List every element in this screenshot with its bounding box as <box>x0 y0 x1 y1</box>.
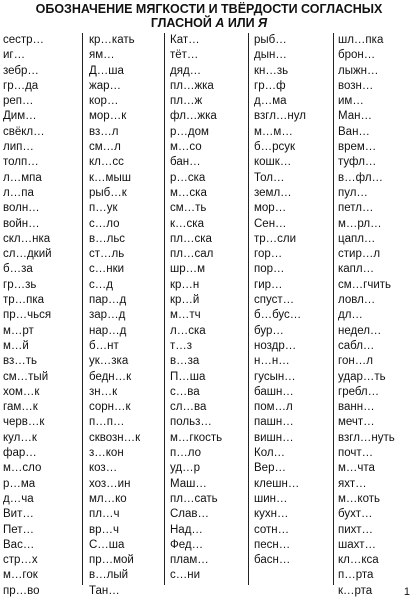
word-item: вз…ть <box>3 355 38 368</box>
word-item: кошк… <box>254 156 292 169</box>
word-item: шл…пка <box>338 34 384 46</box>
word-item: с…д <box>89 278 113 291</box>
word-item: Маш… <box>170 477 207 490</box>
word-item: к…мыш <box>89 171 131 184</box>
word-item: черв…к <box>3 416 45 429</box>
word-column-1 <box>0 33 83 597</box>
word-item: басн… <box>254 554 291 567</box>
word-item: бухт… <box>338 508 373 521</box>
word-item: пл…ска <box>170 232 212 245</box>
word-item: кухн… <box>254 508 289 521</box>
word-item: Над… <box>170 523 203 536</box>
word-item: см…ть <box>170 202 207 215</box>
word-item: л…па <box>3 186 34 199</box>
page-title <box>0 2 418 30</box>
word-item: Ман… <box>338 110 372 123</box>
word-item: яхт… <box>338 477 367 490</box>
word-item: б…бус… <box>254 309 302 322</box>
word-item: м…коть <box>338 492 380 505</box>
word-column-5 <box>334 33 418 597</box>
word-columns <box>0 33 418 597</box>
word-item: гр…зь <box>3 278 37 291</box>
word-item: фл…жка <box>170 110 217 123</box>
word-item: сквозн…к <box>89 431 141 444</box>
title-line-2 <box>0 16 418 30</box>
word-item: фар… <box>3 447 37 460</box>
word-item: вз…л <box>89 125 119 138</box>
word-item: д…ча <box>3 492 34 505</box>
word-item: тр…пка <box>3 294 45 307</box>
word-item: стр…х <box>3 554 38 567</box>
word-item: тёт… <box>170 49 199 62</box>
word-item: уд…р <box>170 462 200 475</box>
word-item: гр…ф <box>254 79 286 92</box>
word-item: хоз…ин <box>89 477 131 490</box>
word-item: пул… <box>338 186 368 199</box>
word-item: нар…д <box>89 324 127 337</box>
word-item: н…н… <box>254 355 290 368</box>
word-item: т…з <box>170 339 193 352</box>
word-item: гр…да <box>3 79 39 92</box>
word-item: реп… <box>3 95 34 108</box>
word-item: р…ма <box>3 477 36 490</box>
word-item: мечт… <box>338 416 375 429</box>
word-item: л…мпа <box>3 171 42 184</box>
word-item: польз… <box>170 416 212 429</box>
word-item: лыжн… <box>338 64 379 77</box>
word-column-2 <box>83 33 165 597</box>
word-item: им… <box>338 95 364 108</box>
word-item: шр…м <box>170 263 206 276</box>
word-item: кул…к <box>3 431 37 444</box>
word-item: возн… <box>338 79 374 92</box>
word-item: сл…дкий <box>3 248 52 261</box>
word-item: пр…во <box>3 584 40 597</box>
word-item: с…ни <box>170 569 201 582</box>
word-item: Вас… <box>3 538 35 551</box>
word-item: войн… <box>3 217 40 230</box>
word-item: Кол… <box>254 447 286 460</box>
word-item: вр…ч <box>89 523 119 536</box>
word-item: пл…ч <box>89 508 120 521</box>
word-item: зебр… <box>3 64 39 77</box>
word-item: пихт… <box>338 523 374 536</box>
word-item: сабл… <box>338 339 375 352</box>
word-item: ям… <box>89 49 115 62</box>
word-item: м…сло <box>3 462 42 475</box>
word-item: Слав… <box>170 508 210 521</box>
word-item: жар… <box>89 79 121 92</box>
word-item: пл…сал <box>170 248 214 261</box>
word-item: пл…ж <box>170 95 203 108</box>
word-item: б…за <box>3 263 33 276</box>
word-item: шахт… <box>338 538 377 551</box>
word-item: ук…зка <box>89 355 129 368</box>
word-item: р…ска <box>170 171 206 184</box>
page-number: 1 <box>403 586 410 598</box>
word-item: п…рта <box>338 569 374 582</box>
word-item: м…тч <box>170 309 201 322</box>
word-item: почт… <box>338 447 374 460</box>
word-item: сотн… <box>254 523 290 536</box>
title-line-1: ОБОЗНАЧЕНИЕ МЯГКОСТИ И ТВЁРДОСТИ СОГЛАСНЫХ <box>35 2 383 16</box>
word-item: м…чта <box>338 462 375 475</box>
word-item: башн… <box>254 385 294 398</box>
word-item: сорн…к <box>89 401 131 414</box>
word-item: бан… <box>170 156 201 169</box>
word-item: рыб…к <box>89 186 127 199</box>
word-item: тр…сли <box>254 232 297 245</box>
word-item: толп… <box>3 156 39 169</box>
word-item: бур… <box>254 324 284 337</box>
word-item: гам…к <box>3 401 38 414</box>
word-item: с…ва <box>170 385 200 398</box>
word-item: п…ук <box>89 202 118 215</box>
word-item: см…гчить <box>338 278 392 291</box>
word-item: клешн… <box>254 477 300 490</box>
word-item: мор…к <box>89 110 127 123</box>
word-item: ст…ль <box>89 248 125 261</box>
word-item: лип… <box>3 141 34 154</box>
word-item: в…льс <box>89 232 126 245</box>
word-item: гребл… <box>338 385 380 398</box>
word-item: м…гкость <box>170 431 223 444</box>
word-item: в…лый <box>89 569 129 582</box>
word-item: Тол… <box>254 171 285 184</box>
word-item: дл… <box>338 309 363 322</box>
word-item: б…рсук <box>254 141 296 154</box>
title-line-2-prefix: ГЛАСНОЙ <box>150 16 216 30</box>
word-item: Вит… <box>3 508 34 521</box>
word-item: ванн… <box>338 401 375 414</box>
word-item: кр…й <box>170 294 200 307</box>
word-item: взгл…нуть <box>338 431 395 444</box>
word-item: м…м… <box>254 125 293 138</box>
word-item: гир… <box>254 278 283 291</box>
word-item: гусын… <box>254 370 296 383</box>
word-item: пашн… <box>254 416 294 429</box>
word-item: Кат… <box>170 34 200 46</box>
word-item: з…кон <box>89 447 124 460</box>
word-item: см…л <box>89 141 121 154</box>
word-item: песн… <box>254 538 291 551</box>
word-item: м…гок <box>3 569 38 582</box>
word-item: плам… <box>170 554 209 567</box>
word-item: м…рл… <box>338 217 382 230</box>
word-item: петл… <box>338 202 374 215</box>
word-item: С…ша <box>89 538 125 551</box>
word-item: пл…жка <box>170 79 214 92</box>
word-item: сл…ва <box>170 401 207 414</box>
word-item: коз… <box>89 462 118 475</box>
word-item: П…ша <box>170 370 206 383</box>
word-item: кл…кса <box>338 554 379 567</box>
word-item: пор… <box>254 263 285 276</box>
word-item: Д…ша <box>89 64 124 77</box>
word-item: кор… <box>89 95 119 108</box>
word-item: м…рт <box>3 324 34 337</box>
word-item: л…ска <box>170 324 206 337</box>
word-item: в…за <box>170 355 200 368</box>
word-item: с…ло <box>89 217 120 230</box>
word-item: стир…л <box>338 248 381 261</box>
word-item: гор… <box>254 248 283 261</box>
word-item: земл… <box>254 186 292 199</box>
word-item: м…ска <box>170 186 207 199</box>
word-item: м…й <box>3 339 29 352</box>
title-letter-a: А <box>215 16 225 30</box>
title-letter-ya: Я <box>258 16 268 30</box>
word-item: пар…д <box>89 294 127 307</box>
word-item: п…ло <box>170 447 201 460</box>
word-item: ловл… <box>338 294 376 307</box>
word-item: с…нки <box>89 263 125 276</box>
word-item: Сен… <box>254 217 287 230</box>
word-item: Пет… <box>3 523 35 536</box>
word-item: дын… <box>254 49 287 62</box>
word-item: иг… <box>3 49 26 62</box>
word-item: п…п… <box>89 416 125 429</box>
word-item: к…рта <box>338 584 373 597</box>
word-item: взгл…нул <box>254 110 306 123</box>
word-item: кр…кать <box>89 34 135 46</box>
word-item: м…со <box>170 141 202 154</box>
word-item: дяд… <box>170 64 202 77</box>
word-item: к…ска <box>170 217 204 230</box>
word-item: свёкл… <box>3 125 45 138</box>
word-item: волн… <box>3 202 40 215</box>
word-item: Тан… <box>89 584 120 597</box>
word-item: р…дом <box>170 125 209 138</box>
word-item: бедн…к <box>89 370 132 383</box>
word-column-3 <box>165 33 249 585</box>
word-item: капл… <box>338 263 375 276</box>
word-item: пр…мой <box>89 554 134 567</box>
word-item: д…ма <box>254 95 287 108</box>
word-item: пом…л <box>254 401 293 414</box>
word-item: сестр… <box>3 34 45 46</box>
word-item: кн…зь <box>254 64 289 77</box>
word-item: Ван… <box>338 125 370 138</box>
word-item: гон…л <box>338 355 373 368</box>
word-item: рыб… <box>254 34 287 46</box>
title-line-2-mid: ИЛИ <box>224 16 259 30</box>
word-item: Фед… <box>170 538 204 551</box>
word-item: шин… <box>254 492 288 505</box>
word-item: недел… <box>338 324 382 337</box>
word-item: кр…н <box>170 278 200 291</box>
word-item: мл…ко <box>89 492 127 505</box>
word-item: врем… <box>338 141 377 154</box>
word-item: зар…д <box>89 309 126 322</box>
word-item: пр…чься <box>3 309 52 322</box>
word-item: пл…сать <box>170 492 218 505</box>
word-item: цапл… <box>338 232 376 245</box>
word-column-4 <box>249 33 334 585</box>
word-item: мор… <box>254 202 287 215</box>
word-item: скл…нка <box>3 232 51 245</box>
word-item: б…нт <box>89 339 119 352</box>
word-item: в…фл… <box>338 171 384 184</box>
word-item: ноздр… <box>254 339 297 352</box>
word-item: Вер… <box>254 462 286 475</box>
word-item: кл…сс <box>89 156 124 169</box>
word-item: удар…ть <box>338 370 386 383</box>
word-item: зн…к <box>89 385 118 398</box>
word-item: Дим… <box>3 110 37 123</box>
word-item: спуст… <box>254 294 295 307</box>
word-item: туфл… <box>338 156 377 169</box>
word-item: вишн… <box>254 431 294 444</box>
word-item: брон… <box>338 49 376 62</box>
word-item: см…тый <box>3 370 49 383</box>
word-item: хом…к <box>3 385 40 398</box>
